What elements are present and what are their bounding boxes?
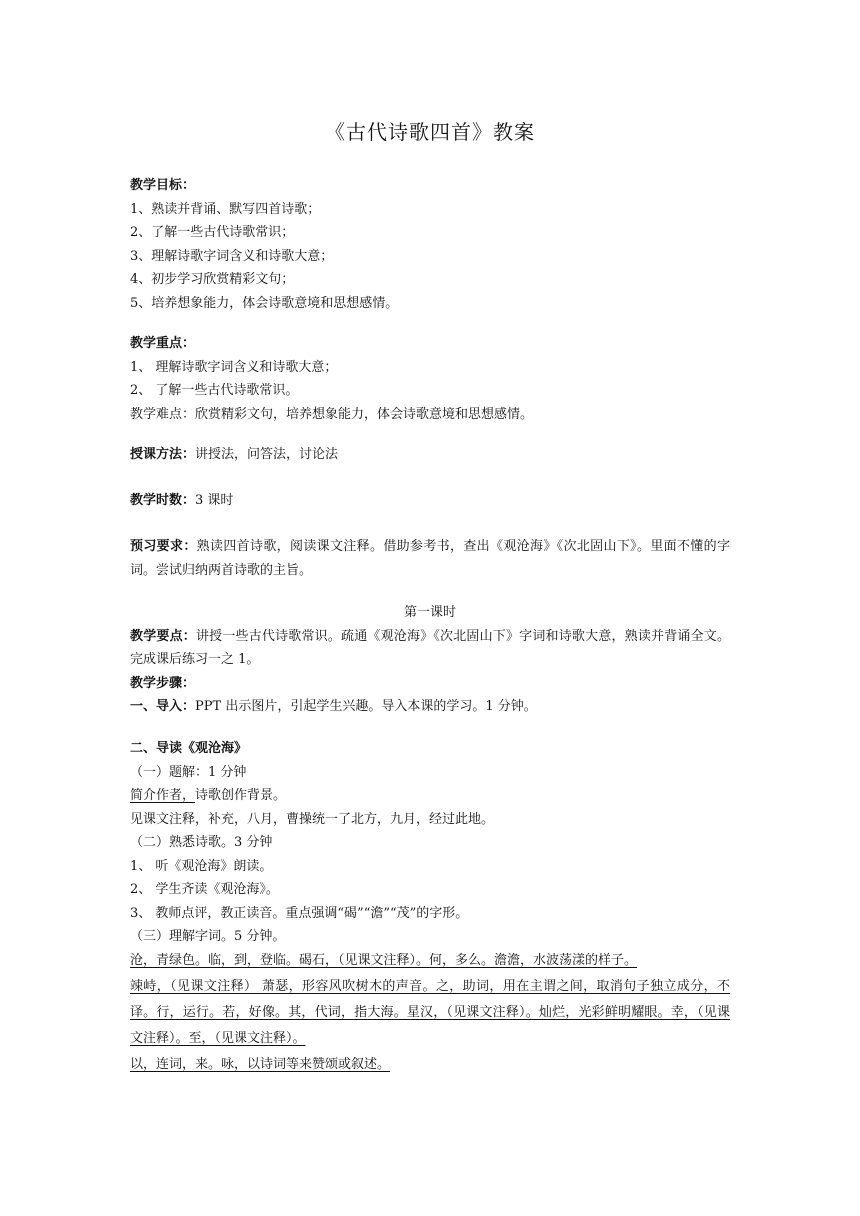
preview-text: 熟读四首诗歌，阅读课文注释。借助参考书，查出《观沧海》《次北固山下》。里面不懂的字词。尝试归纳两首诗歌的主旨。 — [130, 539, 730, 578]
vocab-line: 沧，青绿色。临，到，登临。碣石，（见课文注释）。何，多么。澹澹，水波荡漾的样子。 — [130, 952, 638, 968]
focus-item: 1、 理解诗歌字词含义和诗歌大意； — [130, 359, 338, 375]
goals-heading: 教学目标： — [130, 178, 196, 193]
teaching-goals — [130, 174, 730, 315]
teaching-focus — [130, 332, 730, 426]
hours-label: 教学时数： — [130, 493, 196, 508]
goal-item: 5、培养想象能力，体会诗歌意境和思想感情。 — [130, 295, 399, 311]
goal-item: 3、理解诗歌字词含义和诗歌大意； — [130, 248, 334, 264]
teaching-hours — [130, 489, 730, 513]
step-item: 3、 教师点评，教正读音。重点强调“碣”“澹”“茂”的字形。 — [130, 905, 469, 921]
focus-heading: 教学重点： — [130, 336, 196, 351]
intro-text: PPT 出示图片，引起学生兴趣。导入本课的学习。1 分钟。 — [195, 699, 537, 714]
section-heading: 二、导读《观沧海》 — [130, 741, 248, 756]
preview-label: 预习要求： — [130, 539, 197, 554]
subsection-title: （一）题解：1 分钟 — [130, 764, 247, 780]
vocab-paragraph: 竦峙，（见课文注释） 萧瑟，形容风吹树木的声音。之，助词，用在主谓之间，取消句子独立成分，不译。行，运行。若，好像。其，代词，指大海。星汉，（见课文注释）。灿烂，光彩鲜明耀眼。幸，（见课文注释）。至，（见课文注释）。 — [130, 978, 730, 1046]
points-label: 教学要点： — [130, 628, 196, 644]
document-title: 《古代诗歌四首》教案 — [325, 120, 535, 144]
background-note: 见课文注释，补充，八月，曹操统一了北方，九月，经过此地。 — [130, 811, 495, 827]
teaching-method — [130, 443, 730, 467]
lesson-one — [130, 601, 730, 719]
vocab-last-line: 以，连词，来。咏，以诗词等来赞颂或叙述。 — [130, 1056, 391, 1072]
goal-item: 1、熟读并背诵、默写四首诗歌； — [130, 201, 321, 217]
teaching-difficulty: 教学难点：欣赏精彩文句，培养想象能力，体会诗歌意境和思想感情。 — [130, 406, 534, 422]
subsection-title: （三）理解字词。5 分钟。 — [130, 929, 286, 944]
hours-text: 3 课时 — [195, 493, 234, 508]
author-intro-rest: 诗歌创作背景。 — [195, 788, 287, 803]
subsection-title: （二）熟悉诗歌。3 分钟 — [130, 835, 273, 850]
lesson-points — [130, 625, 730, 672]
author-intro-underlined: 简介作者， — [130, 788, 196, 803]
focus-item: 2、 了解一些古代诗歌常识。 — [130, 383, 299, 398]
step-item: 2、 学生齐读《观沧海》。 — [130, 882, 279, 897]
lesson-heading: 第一课时 — [403, 605, 456, 620]
guided-reading-section — [130, 737, 730, 1078]
method-label: 授课方法： — [130, 447, 196, 462]
intro-label: 一、导入： — [130, 699, 196, 714]
method-text: 讲授法，问答法，讨论法 — [195, 447, 339, 462]
goal-item: 4、初步学习欣赏精彩文句； — [130, 272, 295, 287]
points-text: 讲授一些古代诗歌常识。疏通《观沧海》《次北固山下》字词和诗歌大意，熟读并背诵全文。完成课后练习一之 1。 — [130, 628, 730, 667]
goal-item: 2、了解一些古代诗歌常识； — [130, 225, 295, 240]
step-item: 1、 听《观沧海》朗读。 — [130, 858, 273, 874]
steps-heading: 教学步骤： — [130, 675, 196, 691]
preview-requirements — [130, 535, 730, 582]
